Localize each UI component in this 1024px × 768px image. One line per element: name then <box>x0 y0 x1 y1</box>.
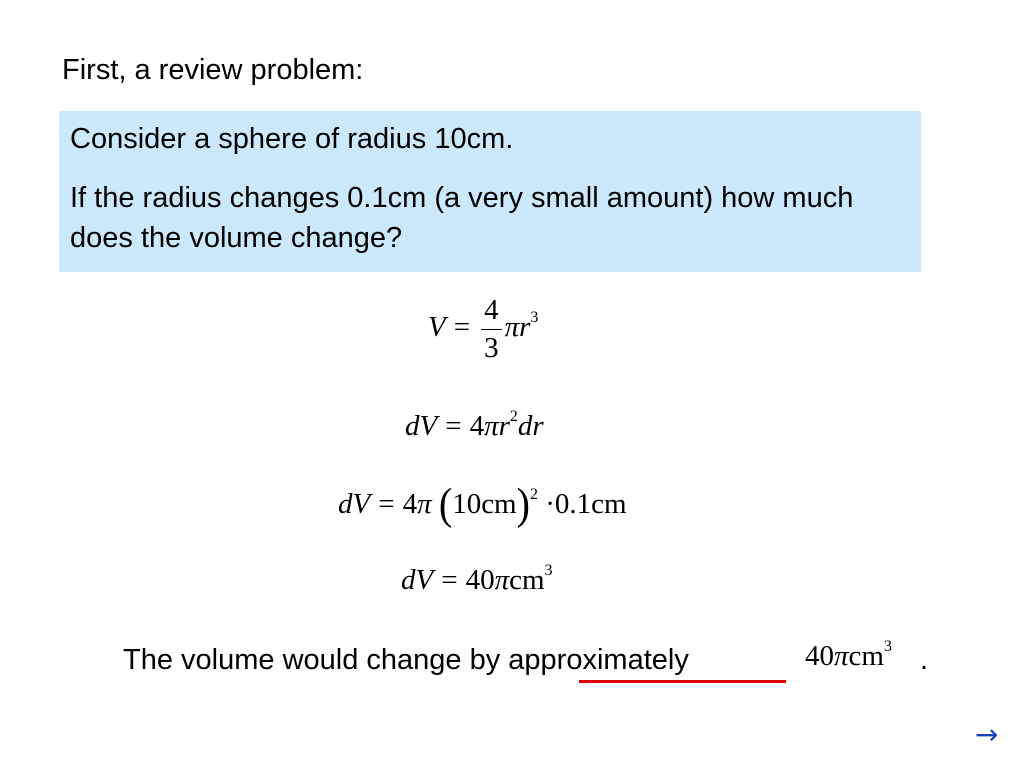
eq3-exponent: 2 <box>529 486 538 503</box>
eq2-lhs: dV <box>405 410 438 442</box>
equation-differential <box>405 408 544 442</box>
eq1-lhs: V <box>428 311 446 344</box>
problem-box <box>59 111 921 272</box>
eq2-var: r <box>498 410 510 442</box>
next-slide-arrow-icon[interactable]: → <box>975 718 999 751</box>
eq1-pi: π <box>504 311 520 344</box>
eq1-equals: = <box>453 311 471 344</box>
eq4-coef: 40 <box>465 564 495 596</box>
eq1-fraction <box>481 296 502 363</box>
conclusion-emphasis: approximately <box>508 644 689 676</box>
equation-volume <box>428 296 538 363</box>
eq3-dot: · <box>545 488 555 520</box>
eq3-pi: π <box>417 488 432 520</box>
eq2-equals: = <box>445 410 462 442</box>
conclusion-unit: cm <box>848 640 884 672</box>
eq3-change: 0.1cm <box>554 488 627 520</box>
eq2-exponent: 2 <box>509 408 518 425</box>
equation-result <box>401 562 553 596</box>
eq4-unit: cm <box>509 564 545 596</box>
slide-heading: First, a review problem: <box>62 54 364 86</box>
equation-substitution <box>338 478 627 529</box>
eq2-pi: π <box>484 410 499 442</box>
conclusion-prefix: The volume would change by <box>123 644 509 676</box>
eq3-open-paren: ( <box>438 478 453 529</box>
problem-line-2: If the radius changes 0.1cm (a very small amount) how much does the volume change? <box>70 182 854 254</box>
eq3-radius: 10cm <box>452 488 517 520</box>
conclusion-math <box>805 638 892 672</box>
eq1-exponent: 3 <box>530 309 539 327</box>
conclusion-period: . <box>920 644 929 676</box>
eq4-lhs: dV <box>401 564 434 596</box>
eq2-diff: dr <box>517 410 544 442</box>
eq3-lhs: dV <box>338 488 371 520</box>
eq1-denominator: 3 <box>484 332 499 364</box>
eq1-var: r <box>519 311 531 344</box>
eq3-equals: = <box>378 488 395 520</box>
eq2-coef: 4 <box>469 410 485 442</box>
eq3-coef: 4 <box>402 488 418 520</box>
conclusion-text <box>123 640 689 680</box>
conclusion-pi: π <box>834 640 849 672</box>
problem-line-1: Consider a sphere of radius 10cm. <box>70 123 514 155</box>
emphasis-underline <box>579 680 786 683</box>
eq4-pi: π <box>494 564 510 596</box>
eq3-close-paren: ) <box>516 478 530 529</box>
eq1-numerator: 4 <box>481 296 502 330</box>
eq4-exponent: 3 <box>544 562 553 579</box>
conclusion-exponent: 3 <box>883 638 892 655</box>
conclusion-coef: 40 <box>805 640 834 672</box>
eq4-equals: = <box>441 564 458 596</box>
